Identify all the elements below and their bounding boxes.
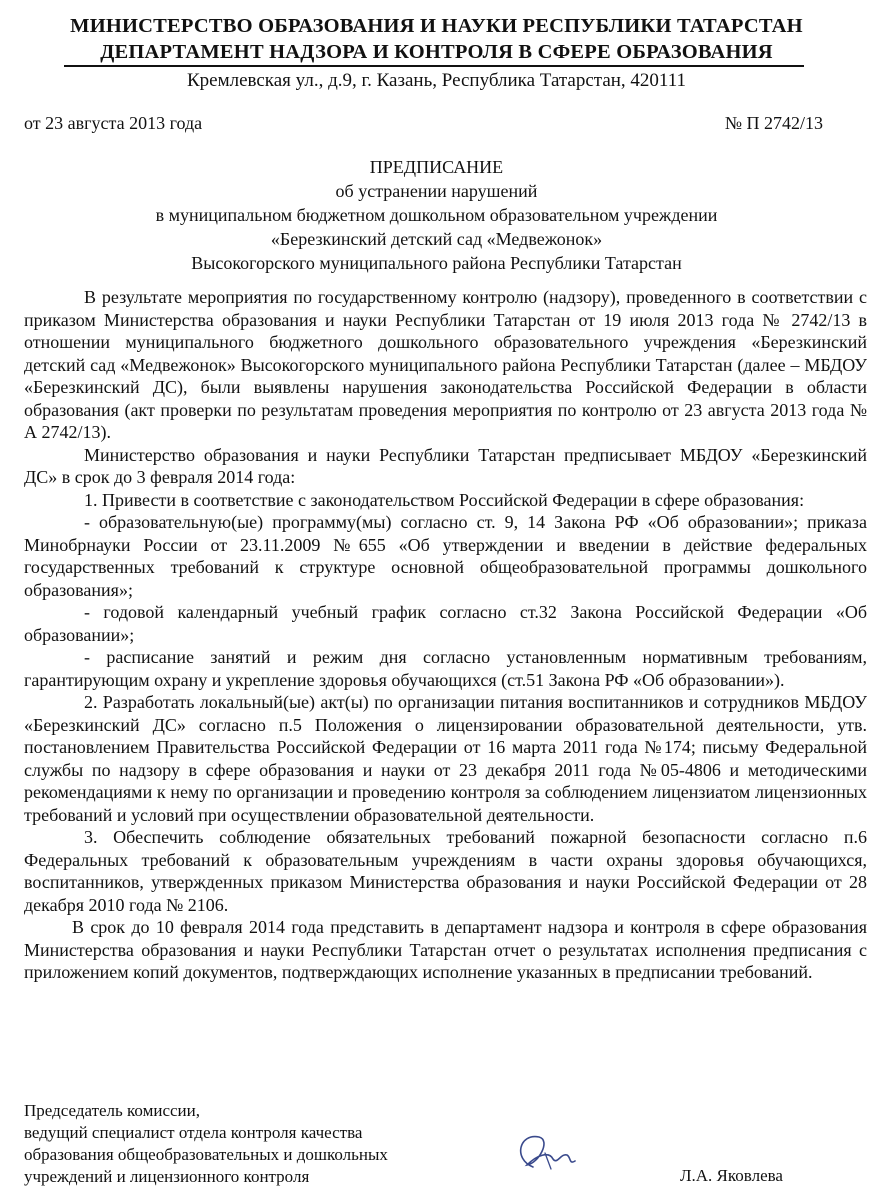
signatory-role-2: ведущий специалист отдела контроля качества — [24, 1123, 363, 1142]
address-line: Кремлевская ул., д.9, г. Казань, Республика Татарстан, 420111 — [186, 70, 687, 91]
title-subline-2: в муниципальном бюджетном дошкольном образовательном учреждении — [155, 205, 718, 225]
department-heading: ДЕПАРТАМЕНТ НАДЗОРА И КОНТРОЛЯ В СФЕРЕ ОБРАЗОВАНИЯ — [100, 41, 773, 63]
signatory-role-3: образования общеобразовательных и дошкольных — [24, 1145, 388, 1164]
paragraph-report-deadline: В срок до 10 февраля 2014 года представить в департамент надзора и контроля в сфере образования Министерства образования и науки Республики Татарстан отчет о результатах исполнения предписания с приложением копий документов, подтверждающих исполнение указанных в предписании требований. — [24, 917, 867, 982]
paragraph-directive: Министерство образования и науки Республики Татарстан предписывает МБДОУ «Березкинский ДС» в срок до 3 февраля 2014 года: — [24, 444, 867, 487]
signatory-block — [24, 1100, 388, 1188]
document-number: № П 2742/13 — [724, 113, 823, 133]
signatory-name: Л.А. Яковлева — [680, 1166, 783, 1185]
paragraph-item-2: 2. Разработать локальный(ые) акт(ы) по организации питания воспитанников и сотрудников МБДОУ «Березкинский ДС» согласно п.5 Положения о лицензировании образовательной деятельности, утв. постановлением Правительства Российской Федерации от 16 марта 2011 года №174; письму Федеральной службы по надзору в сфере образования и науки от 23 декабря 2011 года №05-4806 и методическими рекомендациями к нему по организации и проведению контроля за соблюдением лицензиатом лицензионных требований и условий при осуществлении образовательной деятельности. — [24, 692, 867, 825]
paragraph-item-1-programs: - образовательную(ые) программу(мы) согласно ст. 9, 14 Закона РФ «Об образовании»; приказа Минобрнауки России от 23.11.2009 №655 «Об утверждении и введении в действие федеральных государственных требований к структуре основной общеобразовательной программы дошкольного образования»; — [24, 512, 867, 600]
paragraph-item-1-timetable: - расписание занятий и режим дня согласно установленным нормативным требованиям, гарантирующим охрану и укрепление здоровья обучающихся (ст.51 Закона РФ «Об образовании»). — [24, 647, 867, 690]
paragraph-item-3: 3. Обеспечить соблюдение обязательных требований пожарной безопасности согласно п.6 Федеральных требований к образовательным учреждениям в части охраны здоровья обучающихся, воспитанников, утвержденных приказом Министерства образования и науки Российской Федерации от 28 декабря 2010 года № 2106. — [24, 827, 867, 915]
paragraph-item-1: 1. Привести в соответствие с законодательством Российской Федерации в сфере образования: — [84, 489, 805, 510]
paragraph-item-1-schedule: - годовой календарный учебный график согласно ст.32 Закона Российской Федерации «Об образовании»; — [24, 602, 867, 645]
signatory-role-4: учреждений и лицензионного контроля — [24, 1167, 310, 1186]
ministry-heading: МИНИСТЕРСТВО ОБРАЗОВАНИЯ И НАУКИ РЕСПУБЛИКИ ТАТАРСТАН — [70, 15, 803, 37]
handwritten-signature — [505, 1125, 585, 1185]
paragraph-findings: В результате мероприятия по государственному контролю (надзору), проведенного в соответствии с приказом Министерства образования и науки Республики Татарстан от 19 июля 2013 года № 2742/13 в отношении муниципального бюджетного дошкольного образовательного учреждения «Березкинский детский сад «Медвежонок» Высокогорского муниципального района Республики Татарстан (далее – МБДОУ «Березкинский ДС), были выявлены нарушения законодательства Российской Федерации в области образования (акт проверки по результатам проведения мероприятия по контролю от 23 августа 2013 года № А 2742/13). — [24, 287, 867, 442]
title-subline-4: Высокогорского муниципального района Республики Татарстан — [191, 253, 682, 273]
document-title: ПРЕДПИСАНИЕ — [369, 157, 504, 177]
document-body — [24, 286, 867, 984]
signatory-role-1: Председатель комиссии, — [24, 1101, 201, 1120]
document-date: от 23 августа 2013 года — [24, 113, 203, 133]
title-subline-1: об устранении нарушений — [335, 181, 538, 201]
title-subline-3: «Березкинский детский сад «Медвежонок» — [270, 229, 603, 249]
header-divider — [64, 65, 804, 67]
